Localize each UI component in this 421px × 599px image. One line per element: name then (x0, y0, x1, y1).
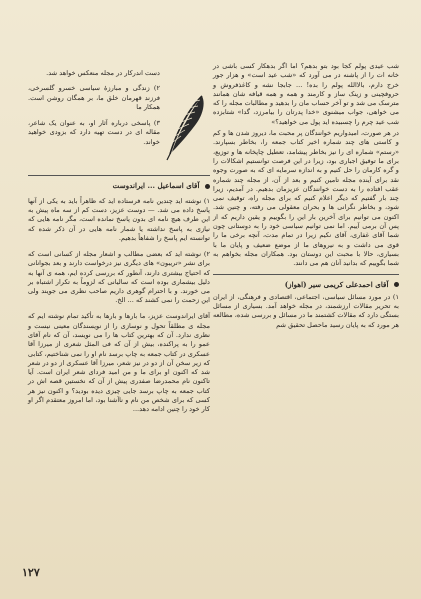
section-heading-irandoust (28, 181, 210, 190)
section-divider-left (28, 175, 210, 176)
left-top-paragraph-1: دست اندرکار در مجله منعکس خواهد شد. (46, 68, 160, 77)
left-top-paragraph-2: ۲) زندگی و مبارزهٔ سیاسی خسرو گلسرخی، فرزند قهرمان خلق ما، بر همگان روشن است. همکار ما (28, 84, 160, 112)
page-number: ۱۲۷ (22, 566, 40, 579)
left-paragraph-2: ۲) نوشته اید که بعضی مطالب و اشعار مجله از کسانی است که برای نشر «تریبون» های دیگری نیز درخواست دارند و بعد بجوانانی که احتیاج بیشتری دارند، آنطور که بررسی کرده ایم، همه ی آنها به دلیل بیشماری بوده است که سالیانی که لزوماً به تکرار اشتباه بر می خورند. و با احترام گوهری داریم صاحب نظری می جویند ولی این زحمت را نمی کشند که ... الخ. (28, 249, 210, 305)
right-section2-paragraph: ۱) در مورد مسائل سیاسی، اجتماعی، اقتصادی و فرهنگی، از ایران به تحریر مقالات ارزشمند، در مجله خواهد آمد. بسیاری از مسائل بستگی دارد که مقالات کشتمند ما در مسائل و بررسی شده، مطالعه هر مورد که به پایان رسید ماحصل تحقیق شم (213, 292, 399, 329)
section-heading-text: آقای احمدعلی کریمی سیر (اهواز) (284, 279, 389, 289)
bullet-dot-icon (205, 184, 210, 189)
right-column (213, 62, 399, 332)
left-paragraph-1: ۱) نوشته اید چندین نامه فرستاده اید که ظاهراً باید به یکی از آنها پاسخ داده می شد. — دوست عزیز، دست کم از سه ماه پیش به این طرف هیچ نامه ای بدون پاسخ نمانده است، مگر نامه هایی که نیازی به پاسخ نداشته یا شمار نامه هایی در آن ذکر شده که توانسته ایم پاسخ را شفاهاً بدهیم. (28, 196, 210, 243)
right-paragraph-2: در هر صورت، امیدواریم خوانندگان پر محبت ما، دیروز شدن ها و کم و کاستی های چند شماره اخیر کتاب جمعه را، بخاطر بسپارند. «رستم» شماره ای را نیز بخاطر پیشامد، تعطیل چاپخانه ها و توزیع، برای ما توفیق اجباری بود، زیرا در این فرصت توانستیم اشکالات را و گره کارمان را حل کنیم و به اندازه سرمایه ای که به صورت وجوه نقد برای آینده مجله تامین کنیم و بعد از آن، از مجله چند شماره عقب افتاده را به دست خوانندگان عزیزمان بدهیم. در آمدیم، زیرا چند بار گفتیم که دیگر اعلام کنیم که برای مجله راه، توقیف نمی شود، و بخاطر نگرانی ها و بحران معقولی می رفته، و چنین شد. اکنون می توانیم برای آخرین بار این را بگوییم و یقین داریم که از پس آن برمی آییم. اما نمی توانیم سیاسی خود را به دوستانی چون شما آقای غفاری، آقای نکیم زیرا در تمام مدت، آنچه برخی ما را قوی می داشت و به نیروهای ما از موضع ضعیف و پایان ما با بسیاری، حالا با محبت این دوستان بود. همکاران مجله بخواهم به شما بگوییم که بدانید آنان هم می دانند. (213, 129, 399, 268)
right-paragraph-1: شب عیدی پولم کجا بود بتو بدهم؟ اما اگر بدهکار کسی باشی در خانه ات را از پاشنه در می آورد که «شب عید است» و هزار جور خرج دارم، بالاالله پولم را بده! ... جابجا نشه و کاغذفروش و حروفچینی و زینک ساز و کارمند و همه و همه قیافه شان همانند مترسک می شد و تو آخر حساب مان را بدهید و مطالبات مجله را که می خواهی، جواب میشنوی «خدا پدرتان را بیامرزد، گدا» شتابزده شب عید چرم را چسبیده اید پول می خواهید؟» (213, 62, 399, 126)
left-top-paragraph-3: ۳) پاسخی درباره آثار او، به عنوان یک شاعر، مقاله ای در دست تهیه دارد که بزودی خواهید خواند. (28, 118, 160, 146)
feather-icon (162, 92, 208, 162)
section-heading-karimi (213, 280, 399, 289)
section-heading-text-left: آقای اسماعیل ... ایراندوست (112, 181, 200, 190)
left-column-main (28, 170, 210, 421)
left-column-top (28, 62, 160, 153)
bullet-dot-icon (394, 282, 399, 287)
left-paragraph-3: آقای ایراندوست عزیز، ما بارها و بارها به تأکید تمام نوشته ایم که مجله ی مطلقاً تحول و نوسازی را از نویسندگان معینی نیست و نظری ندارد. آن که بهترین کتاب ها را می نویسد، آن که نام آقای عمو را به پراکنده، بیش از آن که فی المثل شعری از میرزا آقا عسکری در کتاب جمعه به چاپ برسد نام او را نمی شناختیم، کتابی که زیر سخن آن از دو در نیز شعر، میرزا آقا عسکری از دو در شعر شد که اکنون او برای ما و من امید فردای شعر ایران است. آیا تاکنون نام محمدرضا صفدری پیش از آن که نخستین قصه اش در کتاب جمعه به چاپ برسد جایی چیزی دیده بودید؟ و اکنون نیز هر کسی که برای شخص من نام و ناآشنا بود، اما امروز معتقدم اگر او کار خود را چنین ادامه دهد... (28, 312, 210, 414)
section-divider (213, 274, 399, 275)
